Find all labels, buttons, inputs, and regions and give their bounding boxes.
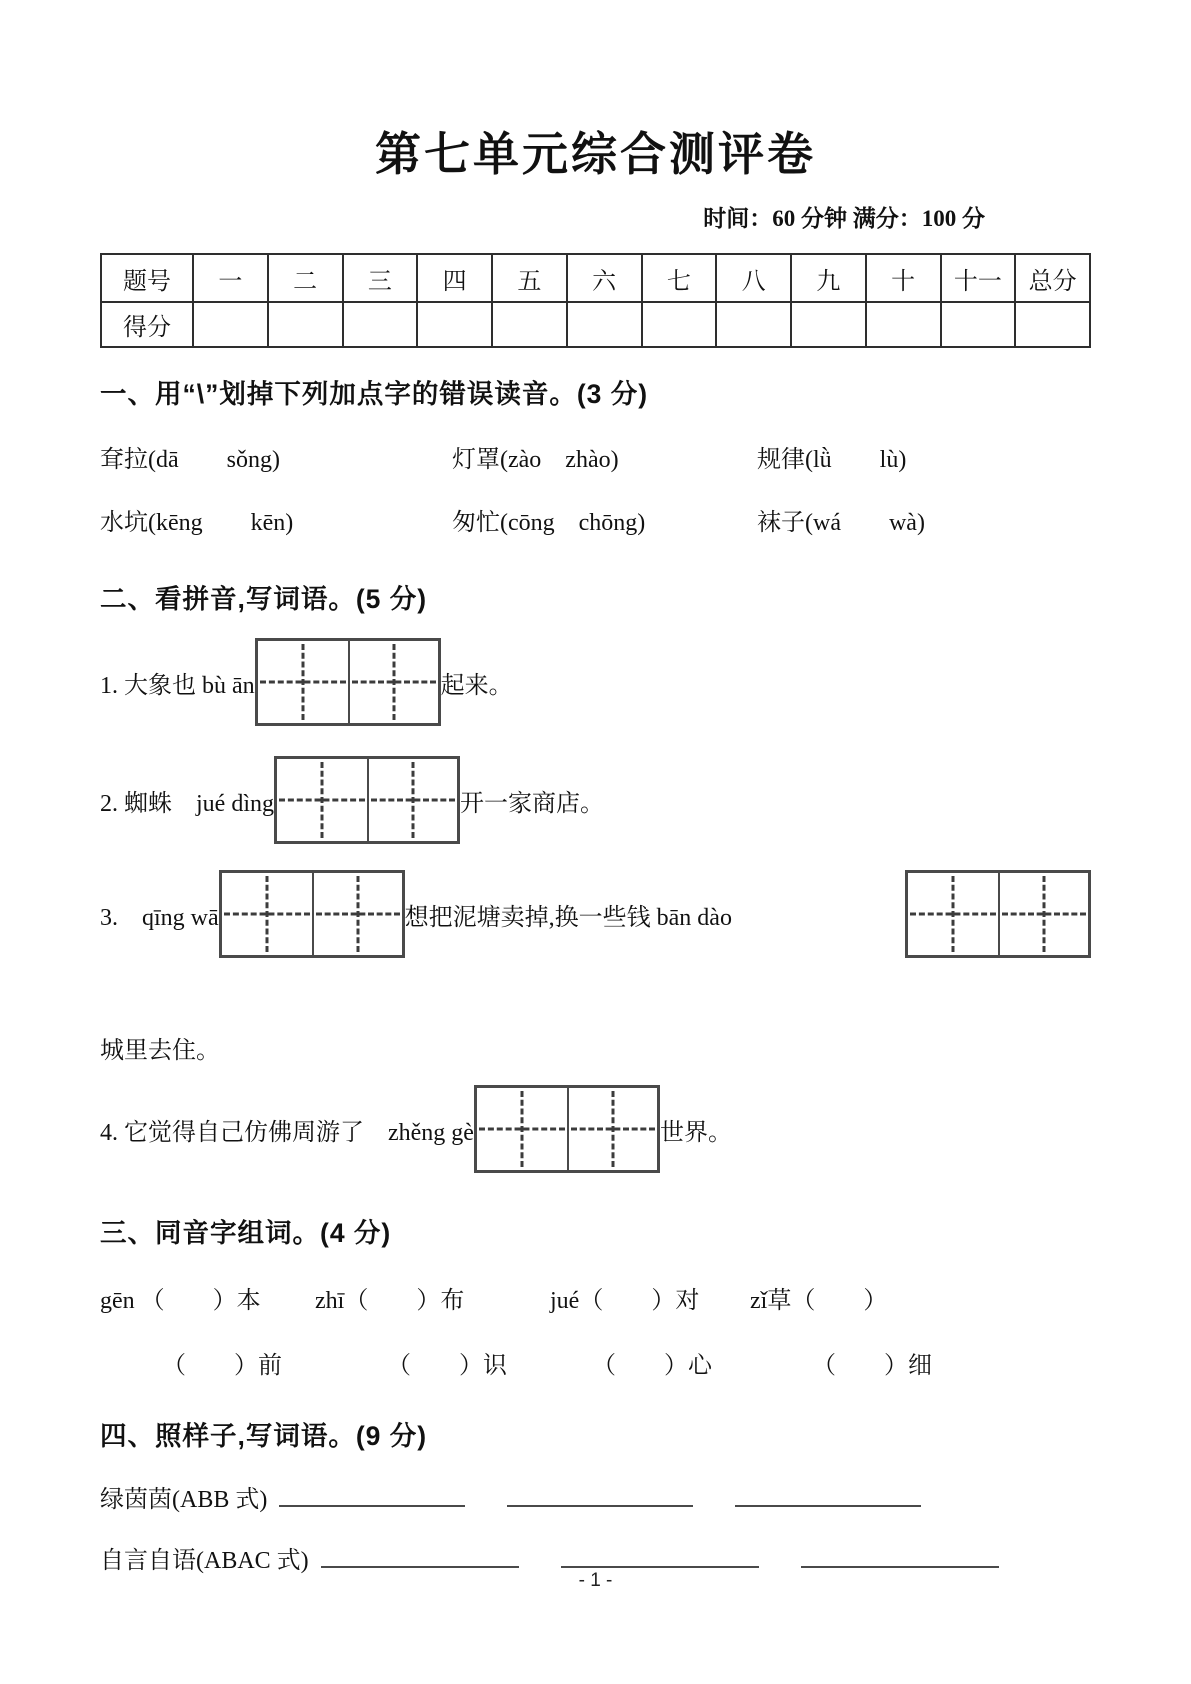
item-text-pre: 1. 大象也 bù ān [100, 672, 255, 699]
homophone-item: （ ）细 [812, 1353, 932, 1379]
writing-cell [367, 759, 457, 841]
item-text-pre: 2. 蜘蛛 jué dìng [100, 790, 274, 817]
section1-row1 [100, 439, 1091, 474]
score-table-score-row [101, 302, 1090, 347]
writing-grid [219, 870, 405, 958]
section2-item-3-continuation: 城里去住。 [100, 1038, 220, 1064]
score-empty-cell [492, 302, 567, 347]
section3-heading: 三、同音字组词。(4 分) [100, 1218, 392, 1248]
answer-blank [321, 1544, 519, 1568]
score-label-cell: 得分 [101, 302, 193, 347]
writing-cell [348, 641, 438, 723]
item-text-post: 起来。 [440, 672, 513, 699]
answer-blank [735, 1483, 921, 1507]
qnum-cell: 二 [268, 254, 343, 302]
item-text-pre: 4. 它觉得自己仿佛周游了 zhěng gè [100, 1119, 474, 1146]
section2-item-2 [100, 756, 1091, 844]
homophone-item: gēn （ ）本 [100, 1288, 261, 1314]
item-text-mid: 想把泥塘卖掉,换一些钱 bān dào [404, 904, 732, 931]
section2-heading: 二、看拼音,写词语。(5 分) [100, 584, 428, 614]
homophone-item: zhī（ ）布 [315, 1288, 465, 1314]
writing-grid [274, 756, 460, 844]
item-text-pre: 3. qīng wā [100, 904, 219, 931]
item-text-post: 开一家商店。 [460, 790, 604, 817]
pinyin-item: 匆忙(cōng chōng) [452, 510, 646, 536]
qnum-cell: 四 [417, 254, 492, 302]
homophone-item: zǐ草（ ） [750, 1288, 888, 1314]
section4-heading: 四、照样子,写词语。(9 分) [100, 1421, 428, 1451]
section1-row2 [100, 502, 1091, 537]
pinyin-item: 水坑(kēng kēn) [100, 510, 294, 536]
item-text-post: 世界。 [659, 1119, 732, 1146]
writing-grid [255, 638, 441, 726]
qnum-cell: 七 [642, 254, 717, 302]
writing-cell [222, 873, 312, 955]
score-empty-cell [791, 302, 866, 347]
qnum-cell: 九 [791, 254, 866, 302]
qnum-cell: 总分 [1015, 254, 1090, 302]
writing-grid [905, 870, 1091, 958]
writing-cell [908, 873, 998, 955]
pattern-label: 绿茵茵(ABB 式) [100, 1487, 268, 1513]
section2-item-4 [100, 1085, 1091, 1173]
writing-cell [258, 641, 348, 723]
writing-grid [474, 1085, 660, 1173]
score-empty-cell [567, 302, 642, 347]
section3-row2 [100, 1345, 1091, 1380]
section4-line1 [100, 1479, 1091, 1514]
qnum-cell: 十一 [941, 254, 1016, 302]
score-empty-cell [417, 302, 492, 347]
answer-blank [279, 1483, 465, 1507]
score-empty-cell [268, 302, 343, 347]
pattern-label: 自言自语(ABAC 式) [100, 1548, 309, 1574]
qnum-cell: 一 [193, 254, 268, 302]
score-empty-cell [193, 302, 268, 347]
page-title: 第七单元综合测评卷 [375, 129, 816, 180]
qnum-label-cell: 题号 [101, 254, 193, 302]
qnum-cell: 五 [492, 254, 567, 302]
pinyin-item: 灯罩(zào zhào) [452, 447, 619, 473]
homophone-item: （ ）心 [592, 1353, 712, 1379]
pinyin-item: 规律(lǜ lù) [757, 447, 907, 473]
score-table [100, 253, 1091, 348]
score-empty-cell [866, 302, 941, 347]
pinyin-item: 袜子(wá wà) [757, 510, 925, 536]
writing-cell [477, 1088, 567, 1170]
score-table-header-row [101, 254, 1090, 302]
homophone-item: （ ）识 [387, 1353, 507, 1379]
section2-item-1 [100, 638, 1091, 726]
score-empty-cell [716, 302, 791, 347]
answer-blank [507, 1483, 693, 1507]
score-empty-cell [941, 302, 1016, 347]
writing-cell [998, 873, 1088, 955]
section1-heading: 一、用“\”划掉下列加点字的错误读音。(3 分) [100, 379, 649, 409]
page-number: - 1 - [578, 1570, 613, 1591]
qnum-cell: 六 [567, 254, 642, 302]
qnum-cell: 十 [866, 254, 941, 302]
score-empty-cell [1015, 302, 1090, 347]
score-empty-cell [642, 302, 717, 347]
section3-row1 [100, 1280, 1091, 1315]
qnum-cell: 八 [716, 254, 791, 302]
writing-cell [567, 1088, 657, 1170]
exam-meta: 时间：60 分钟 满分：100 分 [703, 206, 985, 231]
writing-cell [277, 759, 367, 841]
writing-cell [312, 873, 402, 955]
score-empty-cell [343, 302, 418, 347]
answer-blank [561, 1544, 759, 1568]
homophone-item: （ ）前 [162, 1353, 282, 1379]
pinyin-item: 耷拉(dā sǒng) [100, 447, 280, 473]
qnum-cell: 三 [343, 254, 418, 302]
homophone-item: jué（ ）对 [550, 1288, 700, 1314]
answer-blank [801, 1544, 999, 1568]
section2-item-3 [100, 870, 1091, 958]
